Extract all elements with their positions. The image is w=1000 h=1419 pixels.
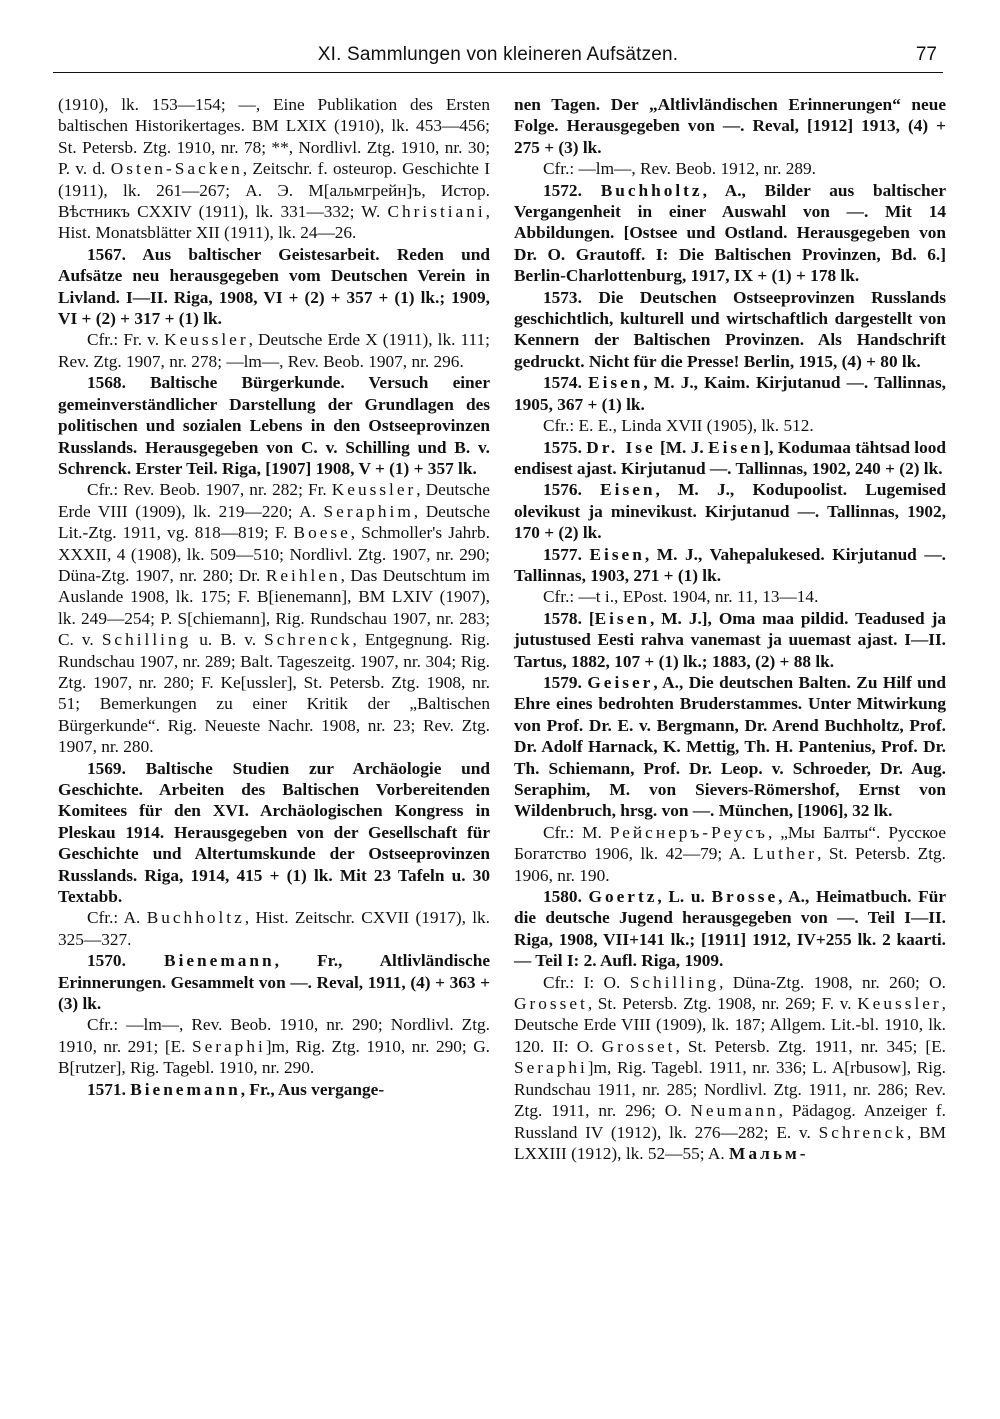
text-segment: 1579. [543, 672, 588, 692]
text-segment: u. B. v. [191, 630, 265, 650]
text-segment: Seraphi [191, 1036, 266, 1056]
bib-entry [58, 244, 490, 330]
left-column [58, 94, 490, 1100]
text-segment: Geiser [587, 672, 654, 692]
page-number: 77 [915, 44, 937, 65]
text-segment: , St. Petersb. Ztg. 1908, nr. 269; F. v. [587, 994, 858, 1014]
text-segment: , Hist. Zeitschr. CXVII (1917), lk. 325—327. [58, 908, 490, 949]
text-segment: , BM LXXIII (1912), lk. 52—55; A. [514, 1122, 946, 1163]
text-segment: , Fr., Altlivländische Erinnerungen. Gesammelt von —. Reval, 1911, (4) + 363 + (3) lk. [58, 951, 490, 1014]
text-segment: 1569. Baltische Studien zur Archäologie und Geschichte. Arbeiten des Baltischen Vorbereitenden Komitees für den XVI. Archäologischen Kongress in Pleskau 1914. Herausgegeben von der Gesellschaft für Geschichte und Altertumskunde der Ostseeprovinzen Russlands. Riga, 1914, 415 + (1) lk. Mit 23 Tafeln u. 30 Textabb. [58, 758, 490, 907]
text-segment: (1910), lk. 153—154; —, Eine Publikation des Ersten baltischen Historikertages. BM LXIX (1910), lk. 453—456; St. Petersb. Ztg. 1910, nr. 78; **, Nordlivl. Ztg. 1910, nr. 30; P. v. d. [58, 95, 490, 179]
bib-reference [58, 479, 490, 757]
text-segment: Keussler [857, 994, 942, 1014]
text-segment: Schilling [101, 630, 192, 650]
text-segment: Schrenck [818, 1122, 907, 1142]
text-segment: nen Tagen. Der „Altlivländischen Erinnerungen“ neue Folge. Herausgegeben von —. Reval, [1912] 1913, (4) + 275 + (3) lk. [514, 95, 946, 157]
text-segment: , M. J., Kaim. Kirjutanud —. Tallinnas, 1905, 367 + (1) lk. [514, 373, 946, 414]
text-segment: Cfr.: I: O. [543, 972, 630, 992]
text-segment: , Düna-Ztg. 1908, nr. 260; O. [719, 972, 946, 992]
text-segment: , Zeitschr. f. osteurop. Geschichte I (1911), lk. 261—267; А. Э. М[альмгрейн]ъ, Истор. Вѣстникъ CXXIV (1911), lk. 331—332; W. [58, 159, 490, 222]
text-segment: Seraphi [514, 1058, 588, 1078]
text-segment: ]m, Rig. Ztg. 1910, nr. 290; G. B[rutzer], Rig. Tagebl. 1910, nr. 290. [58, 1036, 491, 1078]
text-segment: Christiani [387, 202, 486, 222]
bib-entry [58, 372, 490, 479]
text-segment: Dr. Ise [586, 437, 656, 457]
text-segment: Osten-Sacken [110, 159, 243, 179]
text-segment: Bienemann [164, 951, 275, 971]
text-segment: 1576. [543, 480, 601, 500]
text-segment: 1567. Aus baltischer Geistesarbeit. Reden und Aufsätze neu herausgegeben vom Deutschen Verein in Livland. I—II. Riga, 1908, VI + (2) + 357 + (1) lk.; 1909, VI + (2) + 317 + (1) lk. [58, 244, 490, 329]
header-rule [53, 72, 943, 73]
text-segment: Grosset [514, 994, 588, 1014]
text-segment: Рейснеръ-Реусъ [609, 822, 768, 842]
text-segment: 1572. [543, 180, 601, 200]
bib-entry [58, 1079, 490, 1100]
text-segment: , M. J., Kodupoolist. Lugemised olevikust ja minevikust. Kirjutanud —. Tallinnas, 1902, 170 + (2) lk. [514, 480, 946, 543]
text-segment: Cfr.: A. [87, 908, 147, 928]
bib-reference [514, 822, 946, 886]
text-segment: , M. J., Vahepalukesed. Kirjutanud —. Tallinnas, 1903, 271 + (1) lk. [514, 544, 947, 585]
text-segment: , Deutsche Erde VIII (1909), lk. 187; Allgem. Lit.-bl. 1910, lk. 120. II: O. [514, 994, 946, 1056]
bib-reference [514, 972, 946, 1165]
text-segment: Goertz [588, 887, 658, 907]
text-segment: Cfr.: E. E., Linda XVII (1905), lk. 512. [543, 416, 814, 436]
text-segment: , Deutsche Erde X (1911), lk. 111; Rev. Ztg. 1907, nr. 278; —lm—, Rev. Beob. 1907, nr. 296. [58, 330, 490, 371]
text-segment: ]m, Rig. Tagebl. 1911, nr. 336; L. A[rbusow], Rig. Rundschau 1911, nr. 285; Nordlivl. Ztg. 1911, nr. 286; Rev. Ztg. 1911, nr. 296; O. [514, 1058, 946, 1121]
bib-continuation [514, 94, 946, 158]
text-segment: Keussler [331, 480, 417, 500]
bib-entry [514, 479, 946, 543]
text-segment: , M. J.], Oma maa pildid. Teadused ja jutustused Eesti rahva vanemast ja uuemast ajast. I—II. Tartus, 1882, 107 + (1) lk.; 1883, (2) + 88 lk. [514, 608, 946, 671]
text-segment: 1577. [543, 544, 590, 564]
bib-entry [514, 608, 946, 672]
text-segment: , Deutsche Erde VIII (1909), lk. 219—220; A. [58, 480, 490, 521]
text-segment: Cfr.: Rev. Beob. 1907, nr. 282; Fr. [87, 480, 332, 500]
text-segment: , Pädagog. Anzeiger f. Russland IV (1912), lk. 276—282; E. v. [514, 1101, 946, 1142]
text-segment: Eisen [594, 608, 650, 628]
text-segment: ], Kodumaa tähtsad lood endisest ajast. Kirjutanud —. Tallinnas, 1902, 240 + (2) lk. [514, 437, 947, 478]
page-header [53, 40, 943, 70]
text-segment: Eisen [589, 544, 645, 564]
right-column [514, 94, 946, 1164]
text-segment: Cfr.: М. [543, 822, 610, 842]
text-segment: , A., Bilder aus baltischer Vergangenheit in einer Auswahl von —. Mit 14 Abbildungen. [Ostsee und Ostland. Herausgegeben von Dr. O. Grautoff. I: Die Baltischen Provinzen, Bd. 6.] Berlin-Charlottenburg, 1917, IX + (1) + 178 lk. [514, 180, 946, 286]
bib-continuation [58, 94, 490, 244]
text-segment: Cfr.: —lm—, Rev. Beob. 1912, nr. 289. [543, 159, 816, 179]
bib-entry [514, 544, 946, 587]
text-segment: , Das Deutschtum im Auslande 1908, lk. 175; F. B[ienemann], BM LXIV (1907), lk. 249—254; P. S[chiemann], Rig. Rundschau 1907, nr. 283; C. v. [58, 565, 490, 650]
text-segment: , St. Petersb. Ztg. 1906, nr. 190. [514, 844, 947, 885]
bib-entry [514, 287, 946, 373]
bib-entry [514, 437, 946, 480]
text-segment: 1573. Die Deutschen Ostseeprovinzen Russlands geschichtlich, kulturell und wirtschaftlich dargestellt von Kennern der Baltischen Provinzen. Als Handschrift gedruckt. Nicht für die Presse! Berlin, 1915, (4) + 80 lk. [514, 287, 946, 371]
text-segment: , St. Petersb. Ztg. 1911, nr. 345; [E. [675, 1036, 946, 1056]
text-segment: 1571. [87, 1079, 131, 1099]
text-segment: , Entgegnung. Rig. Rundschau 1907, nr. 289; Balt. Tageszeitg. 1907, nr. 304; Rig. Ztg. 1907, nr. 280; F. Ke[ussler], St. Petersb. Ztg. 1908, nr. 51; Bemerkungen zu einer Kritik der „Baltischen Bürgerkunde“. Rig. Neueste Nachr. 1908, nr. 23; Rev. Ztg. 1907, nr. 280. [58, 630, 490, 757]
text-segment: Neumann [690, 1101, 779, 1121]
text-segment: Cfr.: —lm—, Rev. Beob. 1910, nr. 290; Nordlivl. Ztg. 1910, nr. 291; [E. [58, 1015, 490, 1056]
text-segment: 1575. [543, 437, 587, 457]
text-segment: Boese [293, 523, 351, 543]
bib-reference [514, 415, 946, 436]
text-segment: 1574. [543, 373, 589, 393]
text-segment: [M. J. [655, 437, 709, 457]
text-segment: Schilling [629, 972, 720, 992]
text-segment: , Schmoller's Jahrb. XXXII, 4 (1908), lk. 509—510; Nordlivl. Ztg. 1907, nr. 290; Düna-Ztg. 1907, nr. 280; Dr. [58, 523, 490, 585]
text-segment: Eisen [588, 373, 644, 393]
bib-reference [58, 1014, 490, 1078]
text-segment: 1580. [543, 887, 589, 907]
text-segment: 1570. [87, 951, 165, 971]
text-segment: Bienemann [130, 1079, 241, 1099]
text-segment: 1568. Baltische Bürgerkunde. Versuch einer gemeinverständlicher Darstellung der Grundlagen des politischen und sozialen Lebens in den Ostseeprovinzen Russlands. Herausgegeben von C. v. Schilling und B. v. Schrenck. Erster Teil. Riga, [1907] 1908, V + (1) + 357 lk. [58, 373, 490, 478]
text-segment: Brosse [711, 887, 779, 907]
text-segment: Cfr.: Fr. v. [87, 330, 165, 350]
text-segment: Cfr.: —t i., EPost. 1904, nr. 11, 13—14. [543, 587, 819, 607]
text-segment: Reihlen [265, 565, 341, 585]
text-segment: Grosset [601, 1036, 676, 1056]
text-segment: Buchholtz [600, 180, 703, 200]
text-segment: Schrenck [264, 630, 353, 650]
text-segment: Luther [752, 844, 818, 864]
text-segment: Мальм- [729, 1143, 809, 1163]
bib-reference [514, 586, 946, 607]
bib-reference [58, 329, 490, 372]
bib-entry [514, 372, 946, 415]
text-segment: , „Мы Балты“. Русское Богатство 1906, lk. 42—79; A. [514, 822, 946, 864]
text-segment: , Deutsche Lit.-Ztg. 1911, vg. 818—819; F. [58, 501, 490, 543]
bib-reference [58, 907, 490, 950]
text-segment: Eisen [708, 437, 764, 457]
text-segment: Keussler [164, 330, 249, 350]
bib-entry [514, 886, 946, 972]
bib-entry [58, 758, 490, 908]
text-segment: , A., Heimatbuch. Für die deutsche Jugend herausgegeben von —. Teil I—II. Riga, 1908, VII+141 lk.; [1911] 1912, IV+255 lk. 2 kaarti. — Teil I: 2. Aufl. Riga, 1909. [514, 887, 946, 971]
bib-entry [514, 180, 946, 287]
text-segment: , A., Die deutschen Balten. Zu Hilf und Ehre eines bedrohten Bruderstammes. Unter Mitwirkung von Prof. Dr. E. v. Bergmann, Dr. Arend Buchholtz, Prof. Dr. Adolf Harnack, K. Mettig, Th. H. Pantenius, Prof. Dr. Th. Schiemann, Prof. Dr. Leop. v. Schroeder, Dr. Aug. Seraphim, M. von Sievers-Römershof, Ernst von Wildenbruch, hrsg. von —. München, [1906], 32 lk. [514, 672, 946, 821]
text-segment: , L. u. [657, 887, 712, 907]
bib-entry [58, 950, 490, 1014]
text-segment: , Hist. Monatsblätter XII (1911), lk. 24—26. [58, 202, 490, 243]
text-segment: Seraphim [323, 501, 414, 521]
bib-entry [514, 672, 946, 822]
bib-reference [514, 158, 946, 179]
running-title: XI. Sammlungen von kleineren Aufsätzen. [317, 44, 679, 65]
text-segment: Eisen [600, 480, 656, 500]
text-segment: 1578. [ [543, 608, 595, 628]
text-segment: Buchholtz [146, 908, 245, 928]
text-segment: , Fr., Aus vergange- [240, 1079, 385, 1099]
